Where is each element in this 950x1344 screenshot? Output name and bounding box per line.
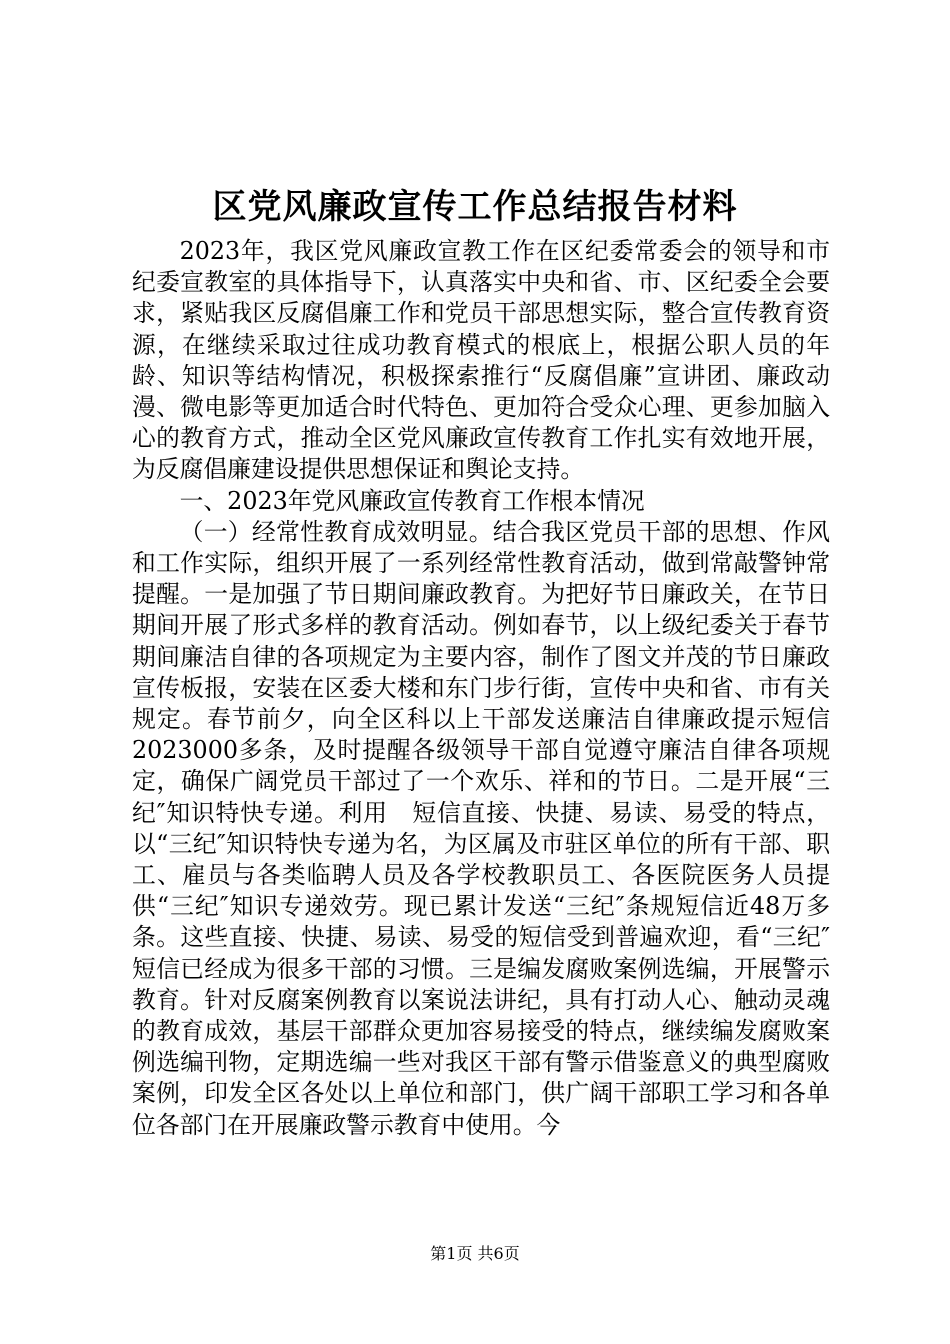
- page-footer: 第1页 共6页: [430, 1244, 520, 1263]
- document-title: 区党风廉政宣传工作总结报告材料: [212, 187, 738, 227]
- paragraph-intro: 2023年，我区党风廉政宣教工作在区纪委常委会的领导和市纪委宣教室的具体指导下，认真落实中央和省、市、区纪委全会要求，紧贴我区反腐倡廉工作和党员干部思想实际，整合宣传教育资源，在继续采取过往成功教育模式的根底上，根据公职人员的年龄、知识等结构情况，积极探索推行“反腐倡廉”宣讲团、廉政动漫、微电影等更加适合时代特色、更加符合受众心理、更参加脑入心的教育方式，推动全区党风廉政宣传教育工作扎实有效地开展，为反腐倡廉建设提供思想保证和舆论支持。: [132, 237, 830, 484]
- section-heading-1: 一、2023年党风廉政宣传教育工作根本情况: [179, 486, 645, 515]
- paragraph-section-1-1: （一）经常性教育成效明显。结合我区党员干部的思想、作风和工作实际，组织开展了一系列经常性教育活动，做到常敲警钟常提醒。一是加强了节日期间廉政教育。为把好节日廉政关，在节日期间开展了形式多样的教育活动。例如春节，以上级纪委关于春节期间廉洁自律的各项规定为主要内容，制作了图文并茂的节日廉政宣传板报，安装在区委大楼和东门步行街，宣传中央和省、市有关规定。春节前夕，向全区科以上干部发送廉洁自律廉政提示短信2023000多条，及时提醒各级领导干部自觉遵守廉洁自律各项规定，确保广阔党员干部过了一个欢乐、祥和的节日。二是开展“三纪″知识特快专递。利用 短信直接、快捷、易读、易受的特点，以“三纪″知识特快专递为名，为区属及市驻区单位的所有干部、职工、雇员与各类临聘人员及各学校教职员工、各医院医务人员提供“三纪″知识专递效劳。现已累计发送“三纪″条规短信近48万多条。这些直接、快捷、易读、易受的短信受到普遍欢迎，看“三纪″短信已经成为很多干部的习惯。三是编发腐败案例选编，开展警示教育。针对反腐案例教育以案说法讲纪，具有打动人心、触动灵魂的教育成效，基层干部群众更加容易接受的特点，继续编发腐败案例选编刊物，定期选编一些对我区干部有警示借鉴意义的典型腐败案例，印发全区各处以上单位和部门，供广阔干部职工学习和各单位各部门在开展廉政警示教育中使用。今: [132, 517, 830, 1139]
- document-body: [132, 236, 830, 1141]
